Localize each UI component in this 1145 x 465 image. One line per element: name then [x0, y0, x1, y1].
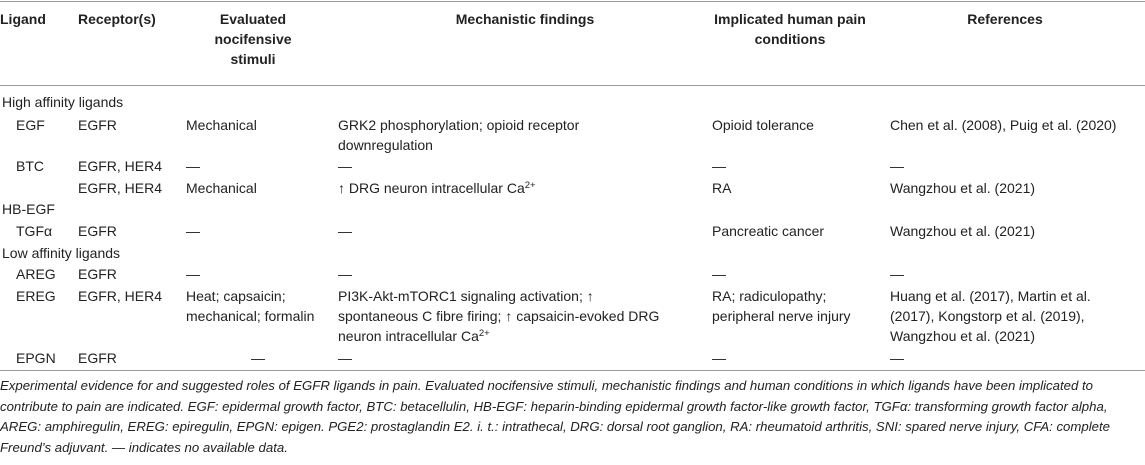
header-receptors: Receptor(s) — [78, 11, 156, 27]
header-ligand: Ligand — [0, 11, 46, 27]
cell-references: Wangzhou et al. (2021) — [890, 180, 1036, 196]
cell-mechanism: spontaneous C fibre firing; ↑ capsaicin-evoked DRG — [338, 308, 660, 324]
cell-references: (2017), Kongstorp et al. (2019), — [890, 308, 1085, 324]
cell-condition: Pancreatic cancer — [712, 223, 825, 239]
cell-condition: Opioid tolerance — [712, 117, 814, 133]
section-low-affinity: Low affinity ligands — [2, 245, 121, 261]
cell-references: Huang et al. (2017), Martin et al. — [890, 288, 1091, 304]
cell-mechanism: — — [338, 158, 352, 174]
top-rule — [0, 1, 1145, 2]
header-rule — [0, 85, 1145, 86]
cell-mechanism: — — [338, 350, 352, 366]
cell-ligand: EREG — [16, 288, 56, 304]
cell-mechanism: GRK2 phosphorylation; opioid receptor — [338, 117, 580, 133]
cell-receptor: EGFR, HER4 — [78, 180, 163, 196]
cell-receptor: EGFR — [78, 350, 117, 366]
cell-mechanism: — — [338, 223, 352, 239]
cell-receptor: EGFR, HER4 — [78, 288, 163, 304]
cell-stimuli: — — [186, 266, 200, 282]
cell-condition: — — [712, 158, 726, 174]
cell-receptor: EGFR, HER4 — [78, 158, 163, 174]
cell-references: Chen et al. (2008), Puig et al. (2020) — [890, 117, 1117, 133]
cell-stimuli: — — [186, 158, 200, 174]
bottom-rule — [0, 370, 1145, 371]
cell-references: — — [890, 266, 904, 282]
cell-stimuli: Mechanical — [186, 117, 257, 133]
cell-stimuli: Heat; capsaicin; — [186, 288, 286, 304]
cell-receptor: EGFR — [78, 266, 117, 282]
header-conditions: Implicated human pain conditions — [714, 11, 866, 47]
header-stimuli: Evaluated nocifensive stimuli — [214, 11, 292, 67]
cell-mechanism: downregulation — [338, 137, 433, 153]
cell-references: — — [890, 158, 904, 174]
cell-ligand: BTC — [16, 158, 44, 174]
cell-condition: RA — [712, 180, 732, 196]
cell-references: Wangzhou et al. (2021) — [890, 223, 1036, 239]
cell-stimuli: — — [186, 223, 200, 239]
cell-mechanism: — — [338, 266, 352, 282]
cell-stimuli: mechanical; formalin — [186, 308, 315, 324]
cell-mechanism: neuron intracellular $Ca^{2+}$ — [338, 328, 490, 344]
header-references: References — [967, 11, 1043, 27]
cell-stimuli: — — [251, 350, 265, 366]
table-caption: Experimental evidence for and suggested roles of EGFR ligands in pain. Evaluated nocifensive stimuli, mechanistic findings and human conditions in which ligands have been implicated to contribute to pain are indicated. EGF: epidermal growth factor, BTC: betacellulin, HB-EGF: heparin-binding epidermal growth factor-like growth factor, TGFα: transforming growth factor alpha, AREG: amphiregulin, EREG: epiregulin, EPGN: epigen. PGE2: prostaglandin E2. i. t.: intrathecal, DRG: dorsal root ganglion, RA: rheumatoid arthritis, SNI: spared nerve injury, CFA: complete Freund’s adjuvant. — indicates no available data. — [0, 378, 1110, 455]
cell-mechanism: ↑ DRG neuron intracellular $Ca^{2+}$ — [338, 180, 536, 196]
cell-condition: peripheral nerve injury — [712, 308, 851, 324]
cell-receptor: EGFR — [78, 223, 117, 239]
cell-receptor: EGFR — [78, 117, 117, 133]
section-high-affinity: High affinity ligands — [2, 94, 124, 110]
cell-ligand: HB-EGF — [2, 201, 55, 217]
cell-references: — — [890, 350, 904, 366]
cell-stimuli: Mechanical — [186, 180, 257, 196]
cell-ligand: EGF — [16, 117, 45, 133]
cell-condition: RA; radiculopathy; — [712, 288, 827, 304]
cell-condition: — — [712, 266, 726, 282]
cell-condition: — — [712, 350, 726, 366]
header-mechanistic: Mechanistic findings — [455, 11, 595, 27]
cell-mechanism: PI3K-Akt-mTORC1 signaling activation; ↑ — [338, 288, 594, 304]
cell-references: Wangzhou et al. (2021) — [890, 328, 1036, 344]
cell-ligand: TGFα — [16, 223, 53, 239]
cell-ligand: AREG — [16, 266, 56, 282]
cell-ligand: EPGN — [16, 350, 56, 366]
